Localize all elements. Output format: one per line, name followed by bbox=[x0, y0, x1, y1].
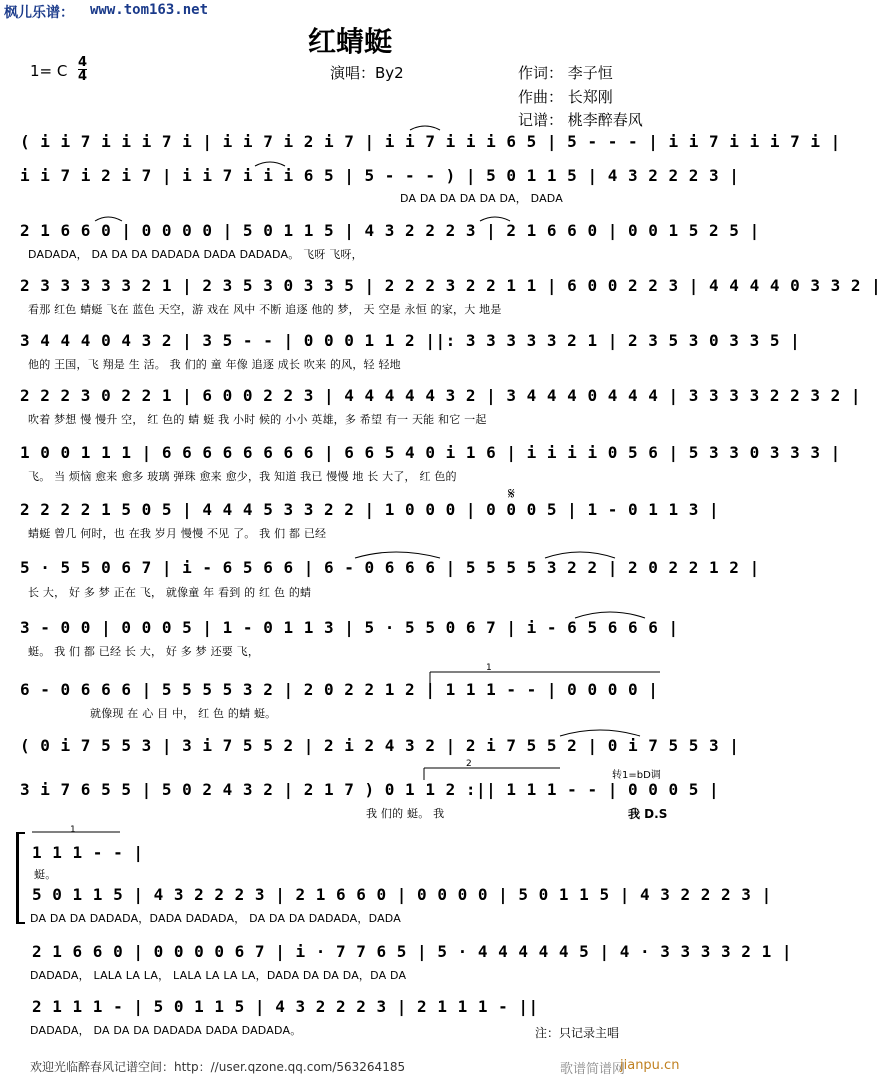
volta-1-label: 1 bbox=[486, 663, 492, 673]
key-signature: 1= C bbox=[30, 62, 68, 80]
score-line: 2 1 1 1 - | 5 0 1 1 5 | 4 3 2 2 2 3 | 2 1 1 1 - || bbox=[32, 997, 539, 1016]
score-line: ( i i 7 i i i 7 i | i i 7 i 2 i 7 | i i 7 i i i 6 5 | 5 - - - | i i 7 i i i 7 i | bbox=[20, 132, 841, 151]
slur bbox=[410, 126, 440, 130]
score-line: 6 - 0 6 6 6 | 5 5 5 5 3 2 | 2 0 2 2 1 2 | 1 1 1 - - | 0 0 0 0 | bbox=[20, 680, 659, 699]
score-line: 5 0 1 1 5 | 4 3 2 2 2 3 | 2 1 6 6 0 | 0 0 0 0 | 5 0 1 1 5 | 4 3 2 2 2 3 | bbox=[32, 885, 772, 904]
score-line: 3 4 4 4 0 4 3 2 | 3 5 - - | 0 0 0 1 1 2 ||: 3 3 3 3 3 2 1 | 2 3 5 3 0 3 3 5 | bbox=[20, 331, 801, 350]
score-line: 2 1 6 6 0 | 0 0 0 0 6 7 | i · 7 7 6 5 | 5 · 4 4 4 4 4 5 | 4 · 3 3 3 3 2 1 | bbox=[32, 942, 792, 961]
watermark-url: jianpu.cn bbox=[620, 1058, 680, 1073]
footer-link[interactable]: 欢迎光临醉春风记谱空间：http：//user.qzone.qq.com/563264185 bbox=[30, 1060, 406, 1074]
lyric-line: 飞。 当 烦恼 愈来 愈多 玻璃 弹珠 愈来 愈少，我 知道 我已 慢慢 地 长 大了， 红 色的 bbox=[28, 470, 457, 483]
lyric-line: 就像现 在 心 目 中， 红 色 的蜻 蜓。 bbox=[90, 707, 277, 720]
lyric-line: DA DA DA DA DA DA， DADA bbox=[400, 192, 563, 205]
lyric-line: DADADA， DA DA DA DADADA DADA DADADA。 bbox=[30, 1024, 302, 1037]
lyric-line: 吹着 梦想 慢 慢升 空， 红 色的 蜻 蜓 我 小时 候的 小小 英雄，多 希望 有一 天能 和它 一起 bbox=[28, 413, 487, 426]
lyric-line: 他的 王国，飞 翔是 生 活。 我 们的 童 年像 追逐 成长 吹来 的风，轻 轻地 bbox=[28, 358, 401, 371]
score-line: 5 · 5 5 0 6 7 | i - 6 5 6 6 | 6 - 0 6 6 6 | 5 5 5 5 3 2 2 | 2 0 2 2 1 2 | bbox=[20, 558, 760, 577]
slur bbox=[355, 552, 440, 558]
slur bbox=[95, 217, 122, 221]
site-url[interactable]: www.tom163.net bbox=[90, 2, 209, 18]
lyric-line: 蜻蜓 曾几 何时，也 在我 岁月 慢慢 不见 了。 我 们 都 已经 bbox=[28, 527, 327, 540]
lyric-line: 我 们的 蜓。 我 bbox=[366, 807, 445, 820]
site-label: 枫儿乐谱： bbox=[4, 5, 74, 21]
ds-mark: 我 D.S bbox=[628, 807, 668, 821]
score-line: 3 - 0 0 | 0 0 0 5 | 1 - 0 1 1 3 | 5 · 5 5 0 6 7 | i - 6 5 6 6 6 | bbox=[20, 618, 679, 637]
score-line: 2 3 3 3 3 3 2 1 | 2 3 5 3 0 3 3 5 | 2 2 2 3 2 2 1 1 | 6 0 0 2 2 3 | 4 4 4 4 0 3 3 2 | bbox=[20, 276, 881, 295]
score-line: 1 0 0 1 1 1 | 6 6 6 6 6 6 6 6 | 6 6 5 4 0 i 1 6 | i i i i 0 5 6 | 5 3 3 0 3 3 3 | bbox=[20, 443, 841, 462]
time-bottom: 4 bbox=[78, 69, 88, 84]
segno-sign: 𝄋 bbox=[508, 484, 515, 503]
score-line: 2 2 2 3 0 2 2 1 | 6 0 0 2 2 3 | 4 4 4 4 4 3 2 | 3 4 4 4 0 4 4 4 | 3 3 3 3 2 2 3 2 | bbox=[20, 386, 862, 405]
score-line: 2 1 6 6 0 | 0 0 0 0 | 5 0 1 1 5 | 4 3 2 2 2 3 | 2 1 6 6 0 | 0 0 1 5 2 5 | bbox=[20, 221, 760, 240]
lyric-line: 蜓。 bbox=[34, 868, 57, 881]
transcriber: 记谱： 桃李醉春风 bbox=[518, 111, 643, 129]
footnote: 注：只记录主唱 bbox=[535, 1026, 620, 1040]
slur bbox=[545, 552, 615, 558]
slur bbox=[255, 162, 285, 166]
transpose-note: 转1=bD调 bbox=[612, 770, 661, 781]
lyric-line: 看那 红色 蜻蜓 飞在 蓝色 天空，游 戏在 风中 不断 追逐 他的 梦， 天 空是 永恒 的家，大 地是 bbox=[28, 303, 502, 316]
lyric-line: DADADA， LALA LA LA， LALA LA LA LA，DADA DA DA DA，DA DA bbox=[30, 969, 407, 982]
score-line: i i 7 i 2 i 7 | i i 7 i i i 6 5 | 5 - - - ) | 5 0 1 1 5 | 4 3 2 2 2 3 | bbox=[20, 166, 740, 185]
score-line: 3 i 7 6 5 5 | 5 0 2 4 3 2 | 2 1 7 ) 0 1 1 2 :|| 1 1 1 - - | 0 0 0 5 | bbox=[20, 780, 720, 799]
slur bbox=[560, 730, 640, 736]
volta-1b-label: 1 bbox=[70, 825, 76, 835]
lyric-line: 长 大， 好 多 梦 正在 飞， 就像童 年 看到 的 红 色 的蜻 bbox=[28, 586, 312, 599]
volta-2-label: 2 bbox=[466, 759, 472, 769]
score-line: 1 1 1 - - | bbox=[32, 843, 144, 862]
slur bbox=[480, 217, 510, 221]
slur bbox=[575, 612, 645, 618]
score-line: ( 0 i 7 5 5 3 | 3 i 7 5 5 2 | 2 i 2 4 3 2 | 2 i 7 5 5 2 | 0 i 7 5 5 3 | bbox=[20, 736, 740, 755]
singer: 演唱：By2 bbox=[330, 64, 404, 82]
lyric-line: DADADA， DA DA DA DADADA DADA DADADA。 飞呀 飞呀， bbox=[28, 248, 363, 261]
watermark-text: 歌谱简谱网 bbox=[560, 1062, 626, 1077]
lyric-line: DA DA DA DADADA，DADA DADADA， DA DA DA DADADA，DADA bbox=[30, 912, 402, 925]
time-top: 4 bbox=[78, 55, 88, 70]
lyricist: 作词： 李子恒 bbox=[518, 64, 613, 82]
lyric-line: 蜓。 我 们 都 已经 长 大， 好 多 梦 还要 飞， bbox=[28, 645, 260, 658]
composer: 作曲： 长郑刚 bbox=[518, 88, 613, 106]
song-title: 红蜻蜓 bbox=[307, 25, 392, 58]
score-line: 2 2 2 2 1 5 0 5 | 4 4 4 5 3 3 2 2 | 1 0 0 0 | 0 0 0 5 | 1 - 0 1 1 3 | bbox=[20, 500, 720, 519]
